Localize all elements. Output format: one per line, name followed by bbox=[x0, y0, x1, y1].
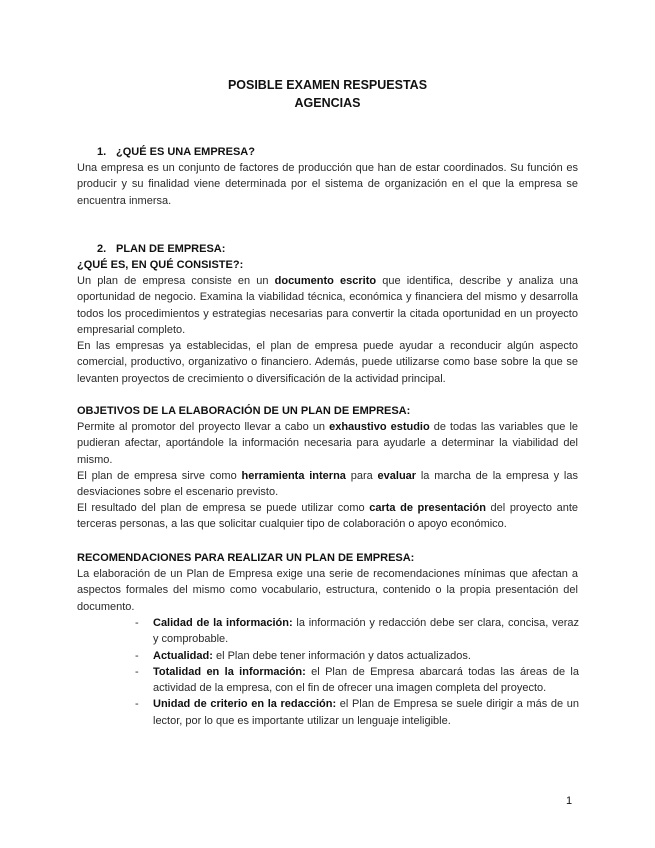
objetivos-paragraph-1 bbox=[77, 419, 578, 468]
list-item bbox=[135, 664, 579, 697]
dash-marker: - bbox=[135, 649, 139, 662]
text-run: el Plan debe tener información y datos actualizados. bbox=[212, 649, 471, 662]
recomendaciones-intro: La elaboración de un Plan de Empresa exige una serie de recomendaciones mínimas que afectan a aspectos formales del mismo como vocabulario, estructura, contenido o la propia presentación del documento. bbox=[77, 568, 578, 613]
text-run: el Plan de Empresa abarcará todas las áreas de la actividad de la empresa, con el fin de ofrecer una imagen completa del proyecto. bbox=[153, 665, 579, 695]
document-title: POSIBLE EXAMEN RESPUESTAS bbox=[227, 78, 428, 92]
bold-term: Actualidad: bbox=[153, 649, 213, 662]
list-item bbox=[135, 648, 579, 664]
text-run: del proyecto ante terceras personas, a las que solicitar cualquier tipo de colaboración o apoyo económico. bbox=[77, 502, 578, 531]
dash-marker: - bbox=[135, 665, 139, 678]
text-run: para bbox=[345, 470, 378, 482]
section-1-heading bbox=[97, 146, 255, 158]
section-2-title: PLAN DE EMPRESA: bbox=[116, 243, 226, 255]
text-run: Un plan de empresa consiste en un bbox=[77, 275, 275, 287]
text-run: la marcha de la empresa y las desviaciones sobre el escenario previsto. bbox=[77, 470, 578, 499]
dash-marker: - bbox=[135, 698, 139, 711]
bold-term: Totalidad en la información: bbox=[153, 665, 306, 678]
bold-term: carta de presentación bbox=[369, 502, 486, 514]
recomendaciones-list bbox=[135, 615, 579, 729]
text-run: la información y redacción debe ser clara, concisa, veraz y comprobable. bbox=[153, 617, 579, 646]
section-2-number: 2. bbox=[97, 243, 107, 255]
dash-marker: - bbox=[135, 617, 139, 629]
bold-term: evaluar bbox=[377, 470, 417, 482]
list-item bbox=[135, 615, 579, 648]
text-run: el Plan de Empresa se suele dirigir a más de un lector, por lo que es importante utilizar un lenguaje inteligible. bbox=[153, 698, 579, 727]
bold-term: herramienta interna bbox=[241, 470, 346, 482]
list-item bbox=[135, 696, 579, 729]
objetivos-heading: OBJETIVOS DE LA ELABORACIÓN DE UN PLAN DE EMPRESA: bbox=[77, 405, 411, 417]
section-1-title: ¿QUÉ ES UNA EMPRESA? bbox=[116, 146, 255, 158]
text-run: que identifica, describe y analiza una oportunidad de negocio. Examina la viabilidad técnica, económica y financiera del mismo y desarrolla todos los procedimientos y estrategias necesarias para convertir la citada oportunidad en un proyecto empresarial completo. bbox=[77, 275, 579, 336]
page-number: 1 bbox=[566, 795, 573, 807]
text-run: El plan de empresa sirve como bbox=[77, 470, 242, 482]
text-run: de todas las variables que le pudieran afectar, aportándole la información necesaria para ayudarle a determinar la viabilidad del mismo. bbox=[77, 421, 579, 466]
section-2-paragraph-1 bbox=[77, 273, 578, 338]
section-1-number: 1. bbox=[97, 146, 107, 158]
bold-term: Calidad de la información: bbox=[153, 617, 293, 629]
recomendaciones-heading: RECOMENDACIONES PARA REALIZAR UN PLAN DE EMPRESA: bbox=[77, 552, 415, 564]
document-subtitle: AGENCIAS bbox=[294, 96, 361, 110]
section-2-heading bbox=[97, 243, 225, 255]
objetivos-paragraph-2 bbox=[77, 468, 578, 501]
bold-term: documento escrito bbox=[274, 275, 377, 287]
objetivos-paragraph-3 bbox=[77, 500, 578, 533]
text-run: El resultado del plan de empresa se puede utilizar como bbox=[77, 502, 370, 514]
text-run: Permite al promotor del proyecto llevar a cabo un bbox=[77, 421, 330, 433]
section-1-paragraph: Una empresa es un conjunto de factores de producción que han de estar coordinados. Su función es producir y su finalidad viene determinada por el sistema de organización en el que la empresa se encuentra inmersa. bbox=[77, 162, 578, 207]
bold-term: Unidad de criterio en la redacción: bbox=[153, 698, 337, 711]
section-2-subheading: ¿QUÉ ES, EN QUÉ CONSISTE?: bbox=[77, 259, 244, 271]
bold-term: exhaustivo estudio bbox=[329, 421, 430, 433]
section-2-paragraph-2: En las empresas ya establecidas, el plan de empresa puede ayudar a reconducir algún aspecto comercial, productivo, organizativo o financiero. Además, puede utilizarse como base sobre la que se levanten proyectos de crecimiento o diversificación de la actividad principal. bbox=[77, 340, 578, 385]
